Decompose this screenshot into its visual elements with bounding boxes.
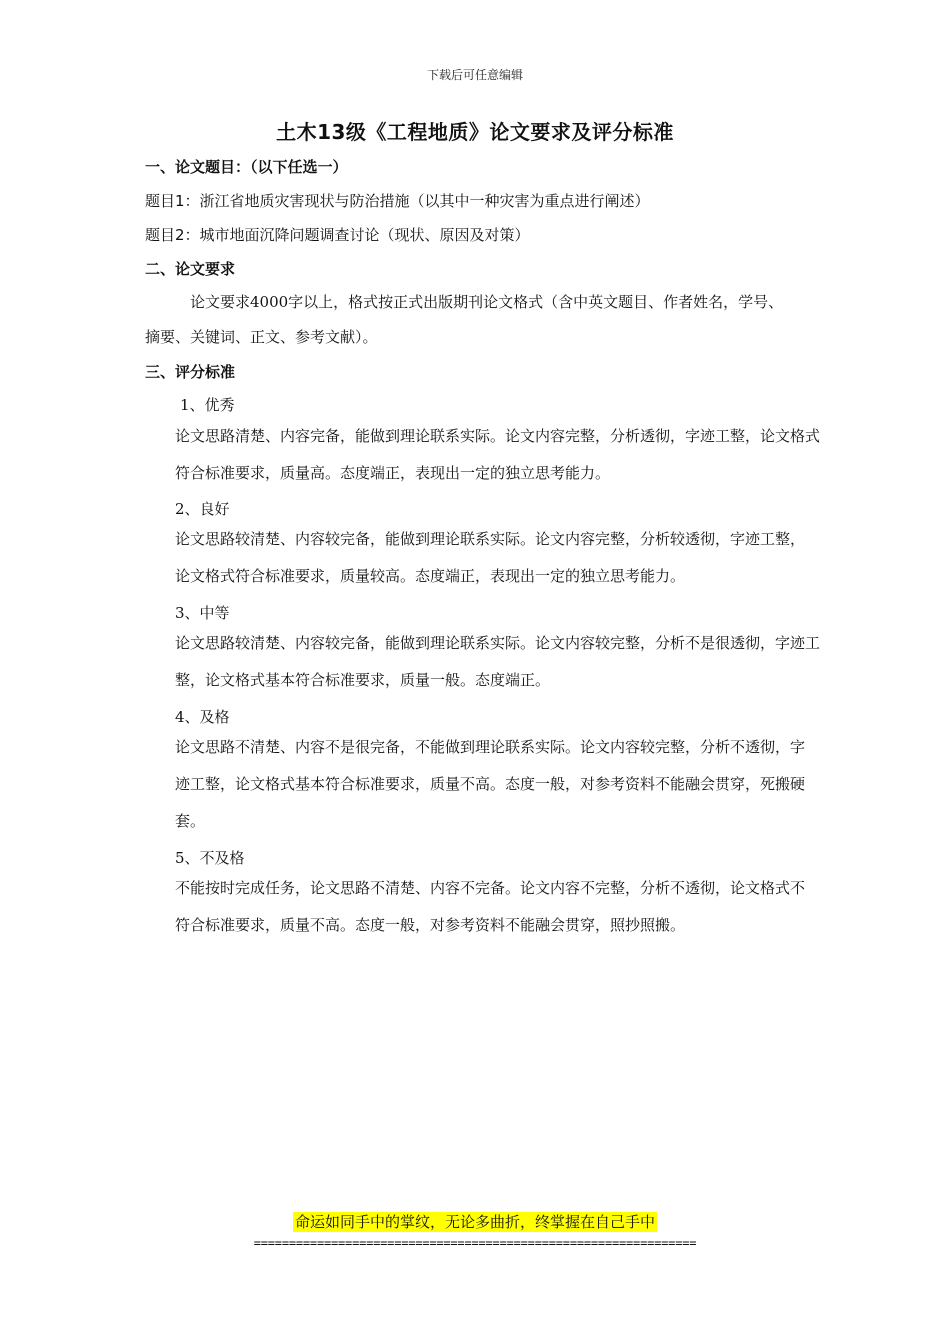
footer-motto bbox=[0, 1211, 950, 1232]
grade-desc-excellent: 论文思路清楚、内容完备，能做到理论联系实际。论文内容完整，分析透彻，字迹工整，论文格式符合标准要求，质量高。态度端正，表现出一定的独立思考能力。 bbox=[175, 427, 821, 482]
grade-label-good: 2、良好 bbox=[175, 500, 230, 518]
grade-desc-good: 论文思路较清楚、内容较完备，能做到理论联系实际。论文内容完整，分析较透彻，字迹工整，论文格式符合标准要求，质量较高。态度端正，表现出一定的独立思考能力。 bbox=[175, 530, 806, 585]
grade-label-excellent: 1、优秀 bbox=[180, 396, 235, 414]
grade-desc-pass: 论文思路不清楚、内容不是很完备，不能做到理论联系实际。论文内容较完整，分析不透彻，字迹工整，论文格式基本符合标准要求，质量不高。态度一般，对参考资料不能融会贯穿，死搬硬套。 bbox=[175, 738, 806, 830]
document-title: 土木13级《工程地质》论文要求及评分标准 bbox=[276, 120, 674, 144]
grade-label-medium: 3、中等 bbox=[175, 604, 230, 622]
section2-heading: 二、论文要求 bbox=[145, 260, 236, 278]
page-header-note: 下载后可任意编辑 bbox=[426, 68, 523, 82]
grade-desc-fail: 不能按时完成任务，论文思路不清楚、内容不完备。论文内容不完整，分析不透彻，论文格式不符合标准要求，质量不高。态度一般，对参考资料不能融会贯穿，照抄照搬。 bbox=[175, 879, 806, 934]
requirement-line-2: 摘要、关键词、正文、参考文献）。 bbox=[145, 328, 378, 346]
grade-label-pass: 4、及格 bbox=[175, 708, 230, 726]
footer-motto-text: 命运如同手中的掌纹，无论多曲折，终掌握在自己手中 bbox=[294, 1213, 655, 1231]
requirement-line-1: 论文要求4000字以上，格式按正式出版期刊论文格式（含中英文题目、作者姓名，学号、 bbox=[190, 293, 784, 311]
footer-rule: =============================================================== bbox=[253, 1236, 697, 1250]
grade-label-fail: 5、不及格 bbox=[175, 849, 245, 867]
section3-heading: 三、评分标准 bbox=[145, 363, 236, 381]
topic-2: 题目2：城市地面沉降问题调查讨论（现状、原因及对策） bbox=[145, 226, 530, 244]
grade-desc-medium: 论文思路较清楚、内容较完备，能做到理论联系实际。论文内容较完整，分析不是很透彻，字迹工整，论文格式基本符合标准要求，质量一般。态度端正。 bbox=[175, 634, 821, 689]
section1-heading: 一、论文题目：（以下任选一） bbox=[145, 158, 348, 176]
topic-1: 题目1：浙江省地质灾害现状与防治措施（以其中一种灾害为重点进行阐述） bbox=[145, 192, 650, 210]
